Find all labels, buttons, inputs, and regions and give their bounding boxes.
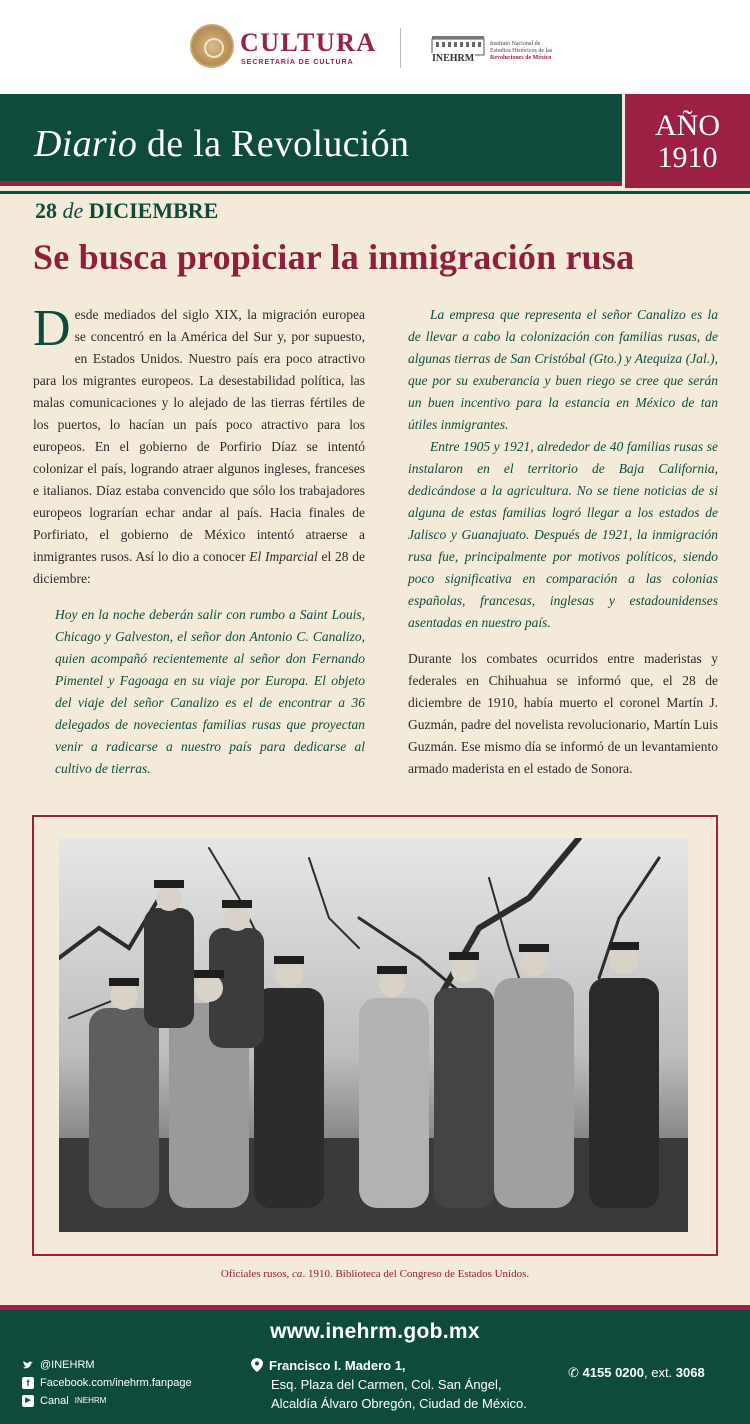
source-name: El Imparcial — [249, 549, 318, 564]
article-column-left — [33, 300, 365, 780]
quote-paragraph: La empresa que representa el señor Canalizo es la de llevar a cabo la colonización con familias rusas, de algunas tierras de San Cristóbal (Gto.) y Atequiza (Jal.), que por su exuberancia y buen riego se cree que serán un buen incentivo para la estancia en México de tan útiles inmigrantes. — [408, 307, 718, 432]
article-column-right — [408, 304, 718, 780]
social-links — [22, 1356, 192, 1410]
address-block: Francisco I. Madero 1, Esq. Plaza del Carmen, Col. San Ángel, Alcaldía Álvaro Obregón, Ciudad de México. — [251, 1356, 527, 1413]
article-paragraph: Durante los combates ocurridos entre maderistas y federales en Chihuahua se informó que, el 28 de diciembre de 1910, había muerto el coronel Martín J. Guzmán, padre del novelista revolucionario, Martín Luis Guzmán. Ese mismo día se informó de un levantamiento armado maderista en el estado de Sonora. — [408, 651, 718, 776]
facebook-link[interactable]: f Facebook.com/inehrm.fanpage — [22, 1374, 192, 1392]
photo-caption: Oficiales rusos, ca. 1910. Biblioteca del Congreso de Estados Unidos. — [220, 1268, 530, 1280]
article-paragraph: Desde mediados del siglo XIX, la migración europea se concentró en la América del Sur y, por supuesto, en Estados Unidos. Nuestro país era poco atractivo para los migrantes europeos. La desestabilidad política, las malas comunicaciones y lo alejado de las tierras fértiles de los puertos, lo hacían un país poco atractivo para los europeos. En el gobierno de Porfirio Díaz se intentó colonizar el país, logrando atraer algunos ingleses, franceses e italianos. Díaz estaba convencido que sólo los trabajadores europeos lograrían echar andar al país. Hacia finales de Porfiriato, el gobierno de México intentó atraerse a inmigrantes rusos. Así lo dio a conocer El Imparcial el 28 de diciembre: — [33, 300, 365, 586]
article-headline: Se busca propiciar la inmigración rusa — [33, 237, 635, 277]
facebook-icon: f — [22, 1377, 34, 1389]
phone-icon: ✆ — [568, 1365, 579, 1380]
footer — [0, 1310, 750, 1424]
year-label: AÑO — [655, 109, 720, 142]
phone-number[interactable]: ✆ 4155 0200, ext. 3068 — [568, 1365, 705, 1380]
cultura-subtitle: SECRETARÍA DE CULTURA — [241, 59, 354, 66]
drop-cap: D — [33, 300, 71, 357]
page-title: Diario de la Revolución — [34, 123, 410, 165]
article-date: 28 de DICIEMBRE — [35, 198, 219, 223]
logo-bar — [0, 0, 750, 94]
inehrm-acronym: INEHRM — [432, 53, 475, 64]
cultura-logo: CULTURA — [240, 28, 377, 57]
historical-photo — [59, 838, 688, 1232]
inehrm-full-name: Instituto Nacional de Estudios Históricos de las Revoluciones de México — [490, 41, 553, 61]
quote-paragraph: Entre 1905 y 1921, alrededor de 40 familias rusas se instalaron en el territorio de Baja California, dedicándose a la agricultura. No se tiene noticias de si alguna de estas familias logró llegar a los estados de Jalisco y Guanajuato. Después de 1921, la inmigración rusa fue, principalmente por motivos políticos, siendo poco significativa en comparación a las colonias españolas, francesas, inglesas y estadounidenses asentadas en nuestro país. — [408, 439, 718, 630]
divider — [0, 191, 750, 194]
location-pin-icon — [251, 1358, 263, 1372]
youtube-link[interactable]: ▶ Canal INEHRM — [22, 1392, 192, 1410]
quote-paragraph: Hoy en la noche deberán salir con rumbo a Saint Louis, Chicago y Galveston, el señor don Antonio C. Canalizo, quien acompañó recientemente al señor don Fernando Pimentel y Fagoaga en su viaje por Europa. El objeto del viaje del señor Canalizo es el de encontrar a 36 delegados de novecientas familias rusas que proyectan venir a radicarse a nuestro país para dedicarse al cultivo de tierras. — [55, 607, 365, 776]
logo-divider — [400, 28, 401, 68]
website-link[interactable]: www.inehrm.gob.mx — [270, 1320, 480, 1343]
header-banner — [0, 94, 622, 186]
twitter-icon — [22, 1359, 34, 1371]
year-badge — [625, 94, 750, 188]
twitter-link[interactable]: @INEHRM — [22, 1356, 192, 1374]
year-value: 1910 — [657, 141, 718, 174]
youtube-icon: ▶ — [22, 1395, 34, 1407]
mexico-seal-icon — [190, 24, 234, 68]
